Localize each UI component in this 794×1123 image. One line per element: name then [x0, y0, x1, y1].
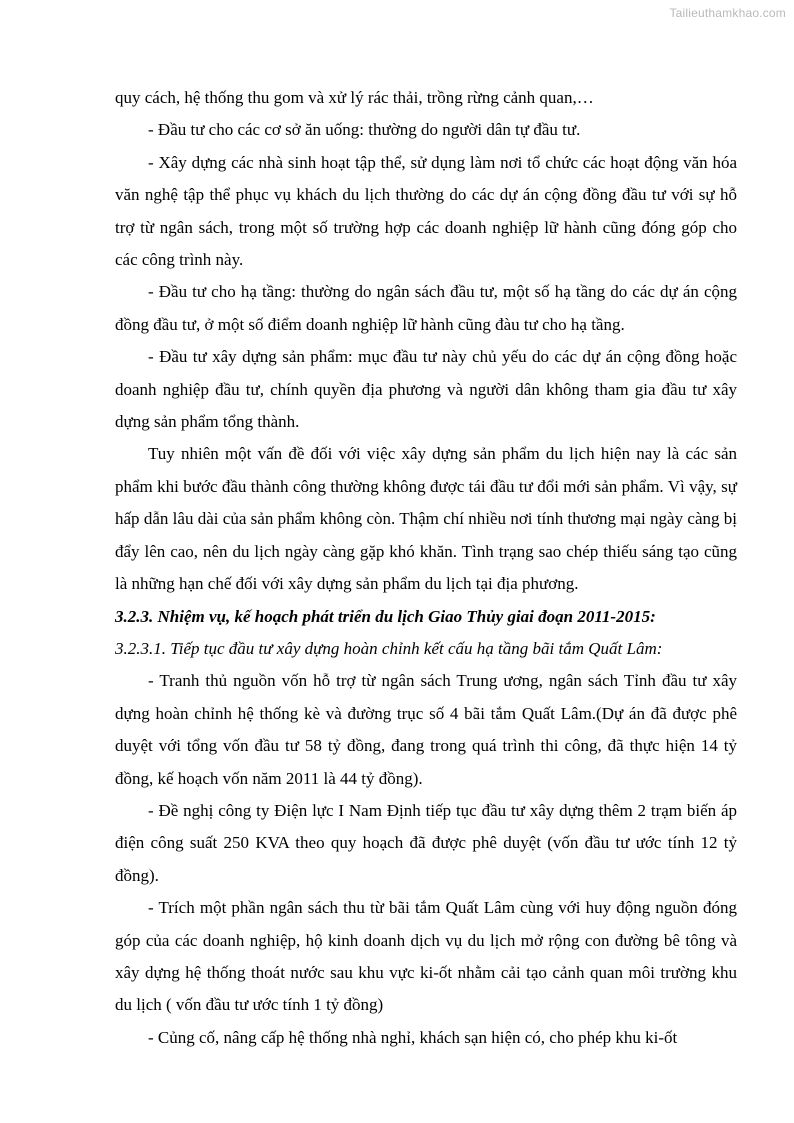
paragraph-central-budget: - Tranh thủ nguồn vốn hỗ trợ từ ngân sách Trung ương, ngân sách Tỉnh đầu tư xây dựng hoàn chỉnh hệ thống kè và đường trục số 4 bãi tắm Quất Lâm.(Dự án đã được phê duyệt với tổng vốn đầu tư 58 tỷ đồng, đang trong quá trình thi công, đã thực hiện 14 tỷ đồng, kế hoạch vốn năm 2011 là 44 tỷ đồng). [115, 671, 737, 788]
paragraph-electricity: - Đề nghị công ty Điện lực I Nam Định tiếp tục đầu tư xây dựng thêm 2 trạm biến áp điện công suất 250 KVA theo quy hoạch đã được phê duyệt (vốn đầu tư ước tính 12 tỷ đồng). [115, 800, 737, 885]
paragraph-upgrade-hotels: - Củng cố, nâng cấp hệ thống nhà nghỉ, khách sạn hiện có, cho phép khu ki-ốt [148, 1027, 678, 1047]
paragraph-product-building: - Đầu tư xây dựng sản phẩm: mục đầu tư này chủ yếu do các dự án cộng đồng hoặc doanh nghiệp đầu tư, chính quyền địa phương và người dân không tham gia đầu tư xây dựng sản phẩm tổng thành. [115, 347, 737, 432]
watermark-text: Tailieuthamkhao.com [669, 6, 786, 20]
document-page [115, 82, 737, 1054]
paragraph-however: Tuy nhiên một vấn đề đối với việc xây dựng sản phẩm du lịch hiện nay là các sản phẩm khi bước đầu thành công thường không được tái đầu tư đổi mới sản phẩm. Vì vậy, sự hấp dẫn lâu dài của sản phẩm không còn. Thậm chí nhiều nơi tính thương mại ngày càng bị đẩy lên cao, nên du lịch ngày càng gặp khó khăn. Tình trạng sao chép thiếu sáng tạo cũng là những hạn chế đối với xây dựng sản phẩm du lịch tại địa phương. [115, 444, 737, 594]
paragraph-infrastructure: - Đầu tư cho hạ tầng: thường do ngân sách đầu tư, một số hạ tầng do các dự án cộng đồng đầu tư, ở một số điểm doanh nghiệp lữ hành cũng đàu tư cho hạ tầng. [115, 282, 737, 334]
paragraph-budget-extraction: - Trích một phần ngân sách thu từ bãi tắm Quất Lâm cùng với huy động nguồn đóng góp của các doanh nghiệp, hộ kinh doanh dịch vụ du lịch mở rộng con đường bê tông và xây dựng hệ thống thoát nước sau khu vực ki-ốt nhằm cải tạo cảnh quan môi trường khu du lịch ( vốn đầu tư ước tính 1 tỷ đồng) [115, 898, 737, 1015]
paragraph-food-investment: - Đầu tư cho các cơ sở ăn uống: thường do người dân tự đầu tư. [148, 120, 581, 140]
subsection-heading-3-2-3-1: 3.2.3.1. Tiếp tục đầu tư xây dựng hoàn chỉnh kết cấu hạ tầng bãi tắm Quất Lâm: [115, 638, 663, 658]
paragraph-continuation: quy cách, hệ thống thu gom và xử lý rác thải, trồng rừng cảnh quan,… [115, 88, 594, 107]
paragraph-community-houses: - Xây dựng các nhà sinh hoạt tập thể, sử dụng làm nơi tổ chức các hoạt động văn hóa văn nghệ tập thể phục vụ khách du lịch thường do các dự án cộng đồng đầu tư với sự hỗ trợ từ ngân sách, trong một số trường hợp các doanh nghiệp lữ hành cũng đóng góp cho các công trình này. [115, 152, 737, 270]
section-heading-3-2-3: 3.2.3. Nhiệm vụ, kế hoạch phát triển du lịch Giao Thủy giai đoạn 2011-2015: [115, 606, 656, 626]
